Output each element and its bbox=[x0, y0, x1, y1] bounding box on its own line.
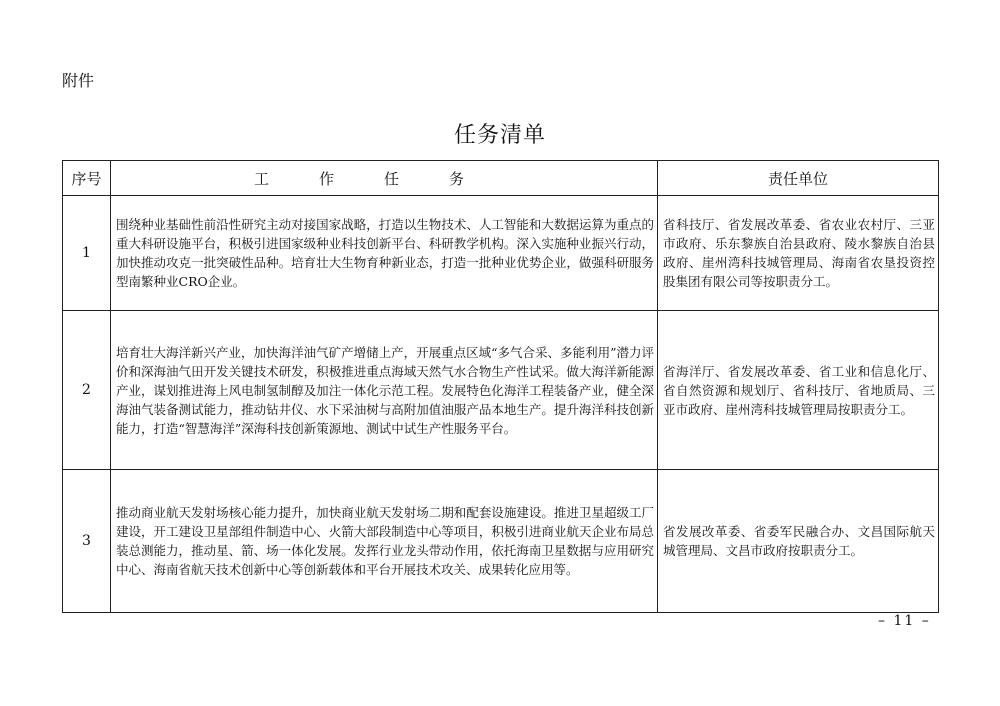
document-title: 任务清单 bbox=[453, 123, 546, 148]
task-cell: 培育壮大海洋新兴产业，加快海洋油气矿产增储上产，开展重点区域“多气合采、多能利用”潜力评价和深海油气田开发关键技术研发，积极推进重点海域天然气水合物生产性试采。做大海洋新能源产业，谋划推进海上风电制氢制醇及加注一体化示范工程。发展特色化海洋工程装备产业，健全深海油气装备测试能力，推动钻井仪、水下采油树与高附加值油服产品本地生产。提升海洋科技创新能力，打造“智慧海洋”深海科技创新策源地、测试中试生产性服务平台。 bbox=[111, 311, 658, 470]
table-header-row bbox=[63, 161, 939, 196]
table-row bbox=[63, 311, 939, 470]
table-row bbox=[63, 470, 939, 613]
attachment-label: 附件 bbox=[62, 71, 95, 90]
responsible-unit-cell: 省科技厅、省发展改革委、省农业农村厅、三亚市政府、乐东黎族自治县政府、陵水黎族自治县政府、崖州湾科技城管理局、海南省农垦投资控股集团有限公司等按职责分工。 bbox=[658, 196, 939, 311]
row-number: 1 bbox=[63, 196, 111, 311]
column-header-unit: 责任单位 bbox=[658, 161, 939, 196]
row-number: 2 bbox=[63, 311, 111, 470]
task-cell: 围绕种业基础性前沿性研究主动对接国家战略，打造以生物技术、人工智能和大数据运算为重点的重大科研设施平台，积极引进国家级种业科技创新平台、科研教学机构。深入实施种业振兴行动，加快推动攻克一批突破性品种。培育壮大生物育种新业态，打造一批种业优势企业，做强科研服务型南繁种业CRO企业。 bbox=[111, 196, 658, 311]
task-cell: 推动商业航天发射场核心能力提升，加快商业航天发射场二期和配套设施建设。推进卫星超级工厂建设，开工建设卫星部组件制造中心、火箭大部段制造中心等项目，积极引进商业航天企业布局总装总测能力，推动星、箭、场一体化发展。发挥行业龙头带动作用，依托海南卫星数据与应用研究中心、海南省航天技术创新中心等创新载体和平台开展技术攻关、成果转化应用等。 bbox=[111, 470, 658, 613]
row-number: 3 bbox=[63, 470, 111, 613]
responsible-unit-cell: 省海洋厅、省发展改革委、省工业和信息化厅、省自然资源和规划厅、省科技厅、省地质局、三亚市政府、崖州湾科技城管理局按职责分工。 bbox=[658, 311, 939, 470]
column-header-number: 序号 bbox=[63, 161, 111, 196]
page-number: – 11 – bbox=[878, 613, 931, 629]
column-header-task: 工作任务 bbox=[111, 161, 658, 196]
table-row bbox=[63, 196, 939, 311]
task-table bbox=[62, 160, 939, 613]
responsible-unit-cell: 省发展改革委、省委军民融合办、文昌国际航天城管理局、文昌市政府按职责分工。 bbox=[658, 470, 939, 613]
